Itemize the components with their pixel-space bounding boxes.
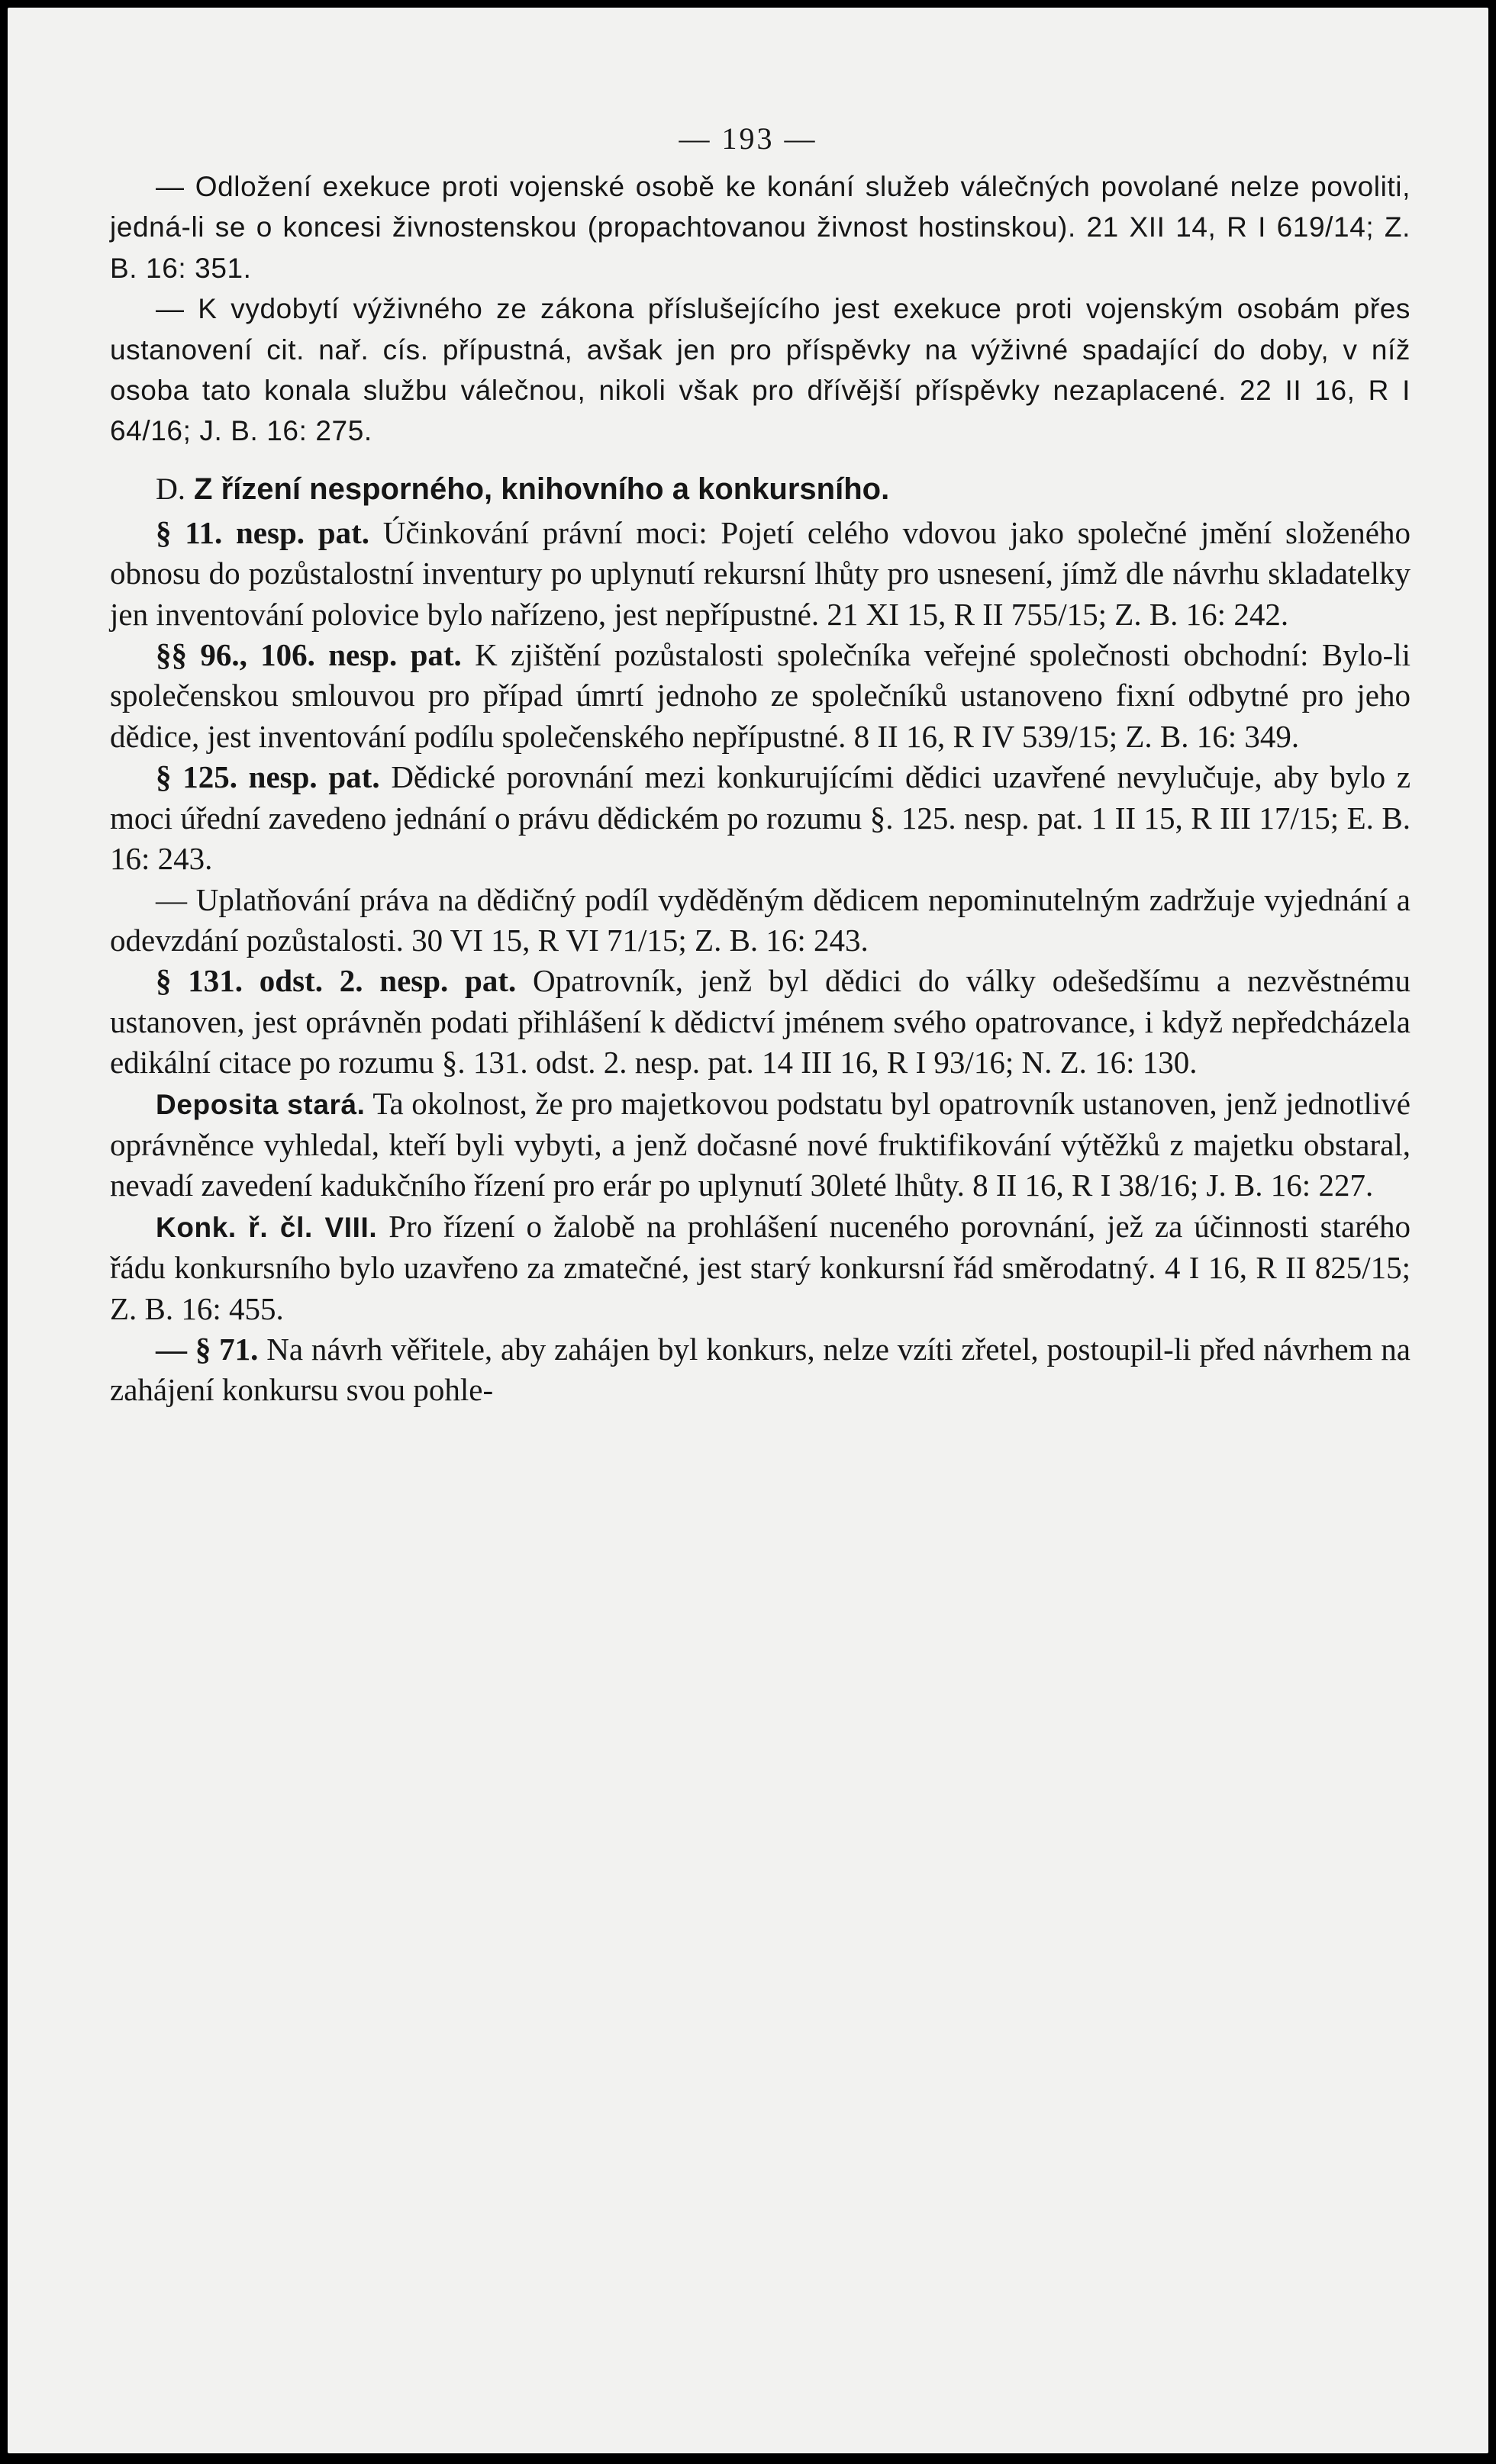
entry-text: Opatrovník, jenž byl dědici do války odešedšímu a nezvěstnému ustanoven, jest oprávněn podati přihlášení k dědictví jménem svého opatrovance, i když nepředcházela edikální citace po rozumu §. 131. odst. 2. nesp. pat. 14 III 16, R I 93/16; N. Z. 16: 130.: [110, 963, 1411, 1081]
entry-text: K zjištění pozůstalosti společníka veřejné společnosti obchodní: Bylo-li společenskou smlouvou pro případ úmrtí jednoho ze společníků ustanoveno fixní odbytné pro jeho dědice, jest inventování podílu společenského nepřípustné. 8 II 16, R IV 539/15; Z. B. 16: 349.: [110, 637, 1411, 754]
entry-text: Pro řízení o žalobě na prohlášení nuceného porovnání, jež za účinnosti starého řádu konkursního bylo uzavřeno za zmatečné, jest starý konkursní řád směrodatný. 4 I 16, R II 825/15; Z. B. 16: 455.: [110, 1208, 1411, 1326]
entry-text: Ta okolnost, že pro majetkovou podstatu byl opatrovník ustanoven, jenž jednotlivé oprávněnce vyhledal, kteří byli vybyti, a jenž dočasné nové fruktifikování výtěžků z majetku obstaral, nevadí zavedení kadukčního řízení pro erár po uplynutí 30leté lhůty. 8 II 16, R I 38/16; J. B. 16: 227.: [110, 1085, 1411, 1203]
page-body: [110, 166, 1411, 1411]
entry-label: § 11. nesp. pat.: [156, 514, 369, 550]
entry-label: Konk. ř. čl. VIII.: [156, 1211, 378, 1243]
entry-label: §§ 96., 106. nesp. pat.: [156, 637, 462, 673]
entry-text: Dědické porovnání mezi konkurujícími dědici uzavřené nevylučuje, aby bylo z moci úřední zavedeno jednání o právu dědickém po rozumu §. 125. nesp. pat. 1 II 15, R III 17/15; E. B. 16: 243.: [110, 759, 1411, 877]
entry-deposita-stara: [110, 1084, 1411, 1206]
document-page: [8, 8, 1488, 2453]
paragraph-vydobyti-vyzivneho: — K vydobytí výživného ze zákona příslušejícího jest exekuce proti vojenským osobám přes ustanovení cit. nař. cís. přípustná, avšak jen pro příspěvky na výživné spadající do doby, v níž osoba tato konala službu válečnou, nikoli však pro dřívější příspěvky nezaplacené. 22 II 16, R I 64/16; J. B. 16: 275.: [110, 293, 1411, 447]
entry-uplatnovani-prava: [110, 880, 1411, 961]
entry-label: § 131. odst. 2. nesp. pat.: [156, 963, 517, 999]
page-number: — 193 —: [679, 121, 817, 156]
entry-text: Účinkování právní moci: Pojetí celého vdovou jako společné jmění složeného obnosu do pozůstalostní inventury po uplynutí rekursní lhůty pro usnesení, jímž dle návrhu skladatelky jen inventování polovice bylo nařízeno, jest nepřípustné. 21 XI 15, R II 755/15; Z. B. 16: 242.: [110, 514, 1411, 632]
entry-125-nesp-pat: [110, 757, 1411, 879]
section-heading-letter: D.: [156, 471, 185, 506]
section-heading: [110, 469, 1411, 510]
entry-text: — Uplatňování práva na dědičný podíl vyděděným dědicem nepominutelným zadržuje vyjednání a odevzdání pozůstalosti. 30 VI 15, R VI 71/15; Z. B. 16: 243.: [110, 881, 1411, 958]
entry-text: Na návrh věřitele, aby zahájen byl konkurs, nelze vzíti zřetel, postoupil-li před návrhem na zahájení konkursu svou pohle-: [110, 1331, 1411, 1408]
entry-label: Deposita stará.: [156, 1088, 366, 1120]
entry-konk-r-cl-viii: [110, 1206, 1411, 1329]
paragraph-odlozeni-exekuce: — Odložení exekuce proti vojenské osobě ke konání služeb válečných povolané nelze povoliti, jedná-li se o koncesi živnostenskou (propachtovanou živnost hostinskou). 21 XII 14, R I 619/14; Z. B. 16: 351.: [110, 171, 1411, 284]
entry-label: § 125. nesp. pat.: [156, 759, 380, 795]
entry-96-106-nesp-pat: [110, 635, 1411, 757]
entry-11-nesp-pat: [110, 513, 1411, 635]
entry-label: — § 71.: [156, 1331, 259, 1367]
section-heading-title: Z řízení nesporného, knihovního a konkursního.: [194, 472, 890, 506]
entry-131-nesp-pat: [110, 961, 1411, 1083]
entry-71: [110, 1329, 1411, 1411]
